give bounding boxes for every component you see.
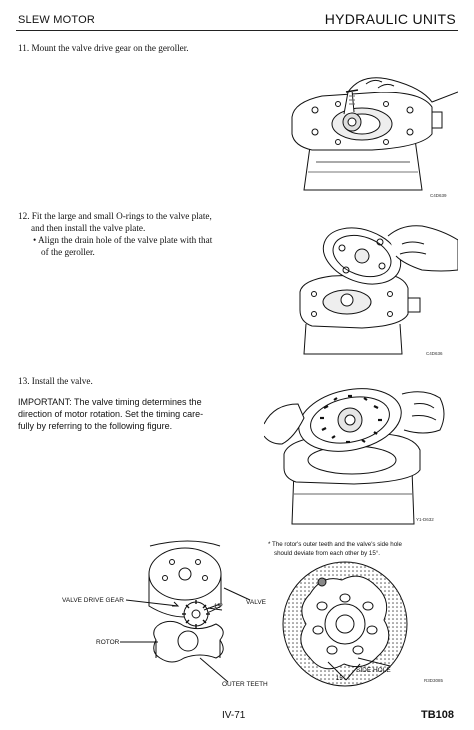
figure-4-code: R3D3085	[424, 678, 444, 683]
step-12-text-line2: and then install the valve plate.	[31, 223, 146, 233]
step-12-bullet-line1: Align the drain hole of the valve plate with that	[38, 235, 213, 245]
section-title: SLEW MOTOR	[18, 14, 95, 26]
chapter-title: HYDRAULIC UNITS	[324, 11, 456, 27]
step-12-bullet	[33, 234, 212, 246]
diagram-note-line1: * The rotor's outer teeth and the valve's side hole	[268, 541, 402, 548]
label-angle-right: 15°	[336, 676, 346, 682]
label-angle-left: 15°	[214, 604, 224, 610]
diagram-note-line2: should deviate from each other by 15°.	[274, 550, 381, 557]
header-rule	[16, 30, 458, 31]
label-side-hole: SIDE HOLE	[356, 667, 391, 674]
step-12-bullet-line2: of the geroller.	[41, 247, 95, 257]
important-note-line2: direction of motor rotation. Set the timing care-	[18, 409, 204, 419]
important-note-line1: IMPORTANT: The valve timing determines the	[18, 397, 202, 407]
step-13-text: 13. Install the valve.	[18, 376, 93, 386]
label-valve: VALVE	[246, 599, 266, 606]
figure-4-timing-diagram	[60, 534, 460, 694]
page-number: IV-71	[222, 710, 246, 721]
step-11-text: 11. Mount the valve drive gear on the geroller.	[18, 43, 189, 53]
bullet-dot: •	[33, 235, 37, 245]
figure-3-valve-install	[264, 374, 460, 528]
figure-2-valve-plate-install	[292, 214, 458, 358]
manual-code: TB108	[420, 709, 454, 721]
important-note-line3: fully by referring to the following figure.	[18, 421, 173, 431]
step-12-text-line1: 12. Fit the large and small O-rings to the valve plate,	[18, 211, 212, 221]
figure-2-code: C4D636	[426, 351, 443, 356]
figure-1-drive-gear-install	[282, 62, 458, 202]
label-outer-teeth: OUTER TEETH	[222, 681, 268, 688]
label-rotor: ROTOR	[96, 639, 120, 646]
figure-1-code: C4D639	[430, 193, 447, 198]
label-valve-drive-gear: VALVE DRIVE GEAR	[62, 597, 124, 604]
figure-3-code: Y1-D632	[416, 517, 434, 522]
